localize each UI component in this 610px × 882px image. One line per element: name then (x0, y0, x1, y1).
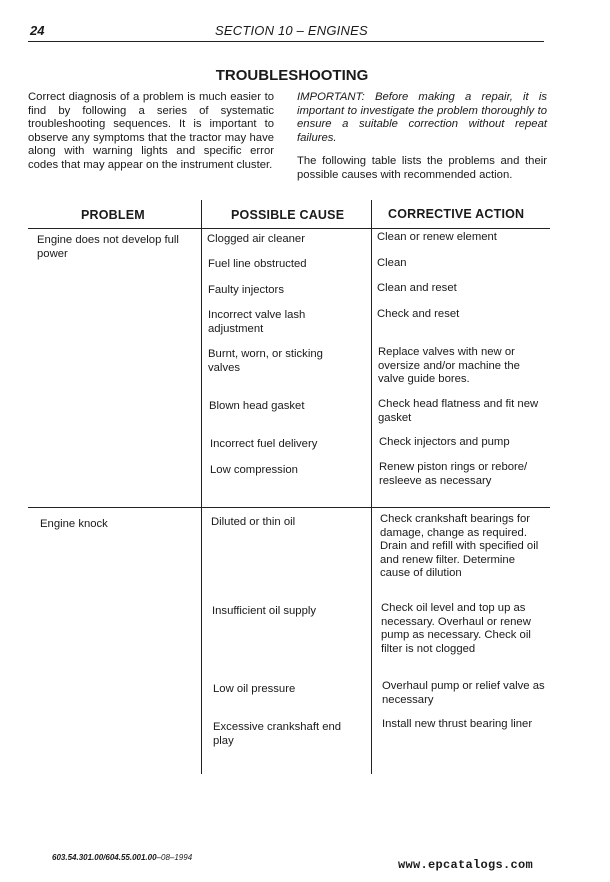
cause-cell: Clogged air cleaner (207, 233, 305, 245)
document-id: 603.54.301.00/604.55.001.00–08–1994 (52, 853, 193, 862)
action-cell: Check injectors and pump (379, 436, 510, 448)
header-problem: PROBLEM (81, 208, 145, 222)
column-divider-1 (201, 200, 202, 774)
intro-right-column (297, 91, 547, 183)
cause-cell: Incorrect valve lash adjustment (208, 309, 306, 335)
header-rule (28, 41, 544, 42)
table-note: The following table lists the problems and their possible causes with recommended action. (297, 155, 547, 181)
column-divider-2 (371, 200, 372, 774)
page-number: 24 (30, 23, 45, 38)
action-cell: Clean or renew element (377, 231, 497, 243)
section-title: SECTION 10 – ENGINES (215, 23, 368, 38)
problem-cell: Engine does not develop full power (37, 234, 179, 260)
cause-cell: Excessive crankshaft end play (213, 721, 342, 747)
watermark-url[interactable]: www.epcatalogs.com (398, 858, 534, 872)
action-cell: Check crankshaft bearings for damage, change as required. Drain and refill with specified oil and renew filter. Determine cause of dilution (380, 513, 539, 580)
page-title: TROUBLESHOOTING (215, 67, 369, 84)
cause-cell: Low compression (210, 464, 298, 476)
cause-cell: Low oil pressure (213, 683, 296, 695)
cause-cell: Incorrect fuel delivery (210, 438, 318, 450)
action-cell: Overhaul pump or relief valve as necessary (382, 680, 545, 706)
action-cell: Clean and reset (377, 282, 457, 294)
cause-cell: Faulty injectors (208, 284, 284, 296)
action-cell: Clean (377, 257, 407, 269)
important-note: IMPORTANT: Before making a repair, it is important to investigate the problem thoroughly to ensure a suitable correction without repeat failures. (297, 91, 547, 144)
table-top-rule (28, 228, 550, 229)
cause-cell: Diluted or thin oil (211, 516, 296, 528)
header-corrective-action: CORRECTIVE ACTION (388, 207, 525, 221)
header-possible-cause: POSSIBLE CAUSE (231, 208, 345, 222)
action-cell: Check head flatness and fit new gasket (378, 398, 539, 424)
problem-cell: Engine knock (40, 518, 108, 530)
action-cell: Check and reset (377, 308, 460, 320)
group-separator-rule (28, 507, 550, 508)
cause-cell: Fuel line obstructed (208, 258, 307, 270)
cause-cell: Insufficient oil supply (212, 605, 317, 617)
cause-cell: Burnt, worn, or sticking valves (208, 348, 323, 374)
intro-paragraph: Correct diagnosis of a problem is much easier to find by following a series of systematic troubleshooting sequences. It is important to observe any symptoms that the tractor may have along with warning lights and specific error codes that may appear on the instrument cluster. (28, 91, 274, 171)
action-cell: Renew piston rings or rebore/ resleeve as necessary (379, 461, 528, 487)
cause-cell: Blown head gasket (209, 400, 305, 412)
action-cell: Install new thrust bearing liner (382, 718, 533, 730)
action-cell: Check oil level and top up as necessary. Overhaul or renew pump as necessary. Check oil filter is not clogged (381, 602, 531, 655)
action-cell: Replace valves with new or oversize and/or machine the valve guide bores. (378, 346, 520, 386)
